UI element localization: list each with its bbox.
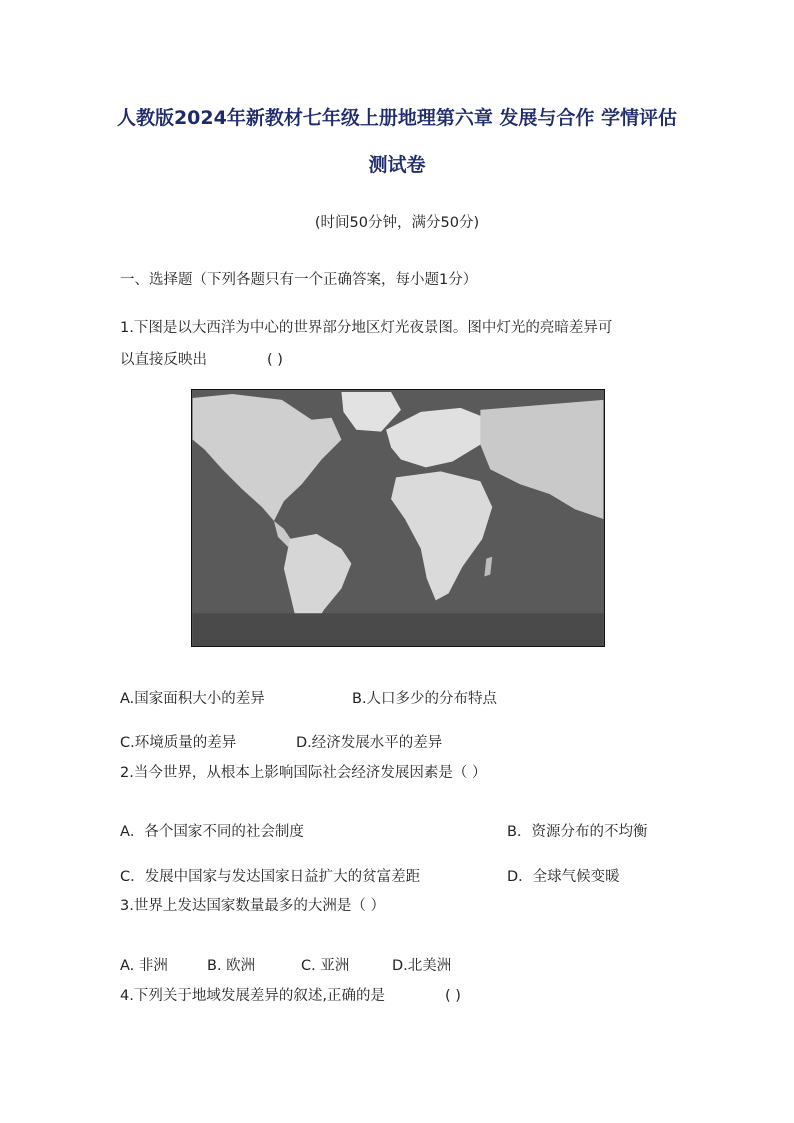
night-lights-world-map-figure <box>191 389 605 647</box>
question-1-option-d: D.经济发展水平的差异 <box>296 734 443 751</box>
question-1-stem-line1: 1.下图是以大西洋为中心的世界部分地区灯光夜景图。图中灯光的亮暗差异可 <box>120 320 613 336</box>
question-2-option-b: B．资源分布的不均衡 <box>507 823 648 840</box>
question-4-stem-row <box>120 984 461 1005</box>
question-3-stem: 3.世界上发达国家数量最多的大洲是（ ） <box>120 898 385 914</box>
question-2-stem: 2.当今世界，从根本上影响国际社会经济发展因素是（ ） <box>120 765 487 781</box>
question-2-option-a: A．各个国家不同的社会制度 <box>120 823 304 840</box>
section-heading: 一、选择题（下列各题只有一个正确答案，每小题1分） <box>120 272 478 288</box>
question-3-option-d: D.北美洲 <box>392 957 452 974</box>
question-1-stem-text: 以直接反映出 <box>120 352 207 368</box>
question-3-option-c: C. 亚洲 <box>301 957 350 974</box>
question-1-option-a: A.国家面积大小的差异 <box>120 690 265 707</box>
question-2-option-c: C．发展中国家与发达国家日益扩大的贫富差距 <box>120 868 421 885</box>
question-1-option-b: B.人口多少的分布特点 <box>352 690 498 707</box>
question-1-answer-blank: ( ) <box>267 352 283 368</box>
document-title-line1: 人教版2024年新教材七年级上册地理第六章 发展与合作 学情评估 <box>116 107 678 129</box>
southern-dark-band <box>193 613 604 646</box>
question-4-stem: 4.下列关于地域发展差异的叙述,正确的是 <box>120 988 385 1004</box>
question-2-option-d: D．全球气候变暖 <box>507 868 620 885</box>
question-1-option-c: C.环境质量的差异 <box>120 734 237 751</box>
night-lights-world-map-icon <box>192 390 604 646</box>
exam-subtitle: (时间50分钟，满分50分) <box>314 215 480 231</box>
document-title-line2: 测试卷 <box>368 154 426 176</box>
question-3-option-b: B. 欧洲 <box>207 957 256 974</box>
question-3-option-a: A. 非洲 <box>120 957 168 974</box>
question-1-stem-line2 <box>120 348 283 369</box>
question-4-answer-blank: ( ) <box>444 988 461 1004</box>
